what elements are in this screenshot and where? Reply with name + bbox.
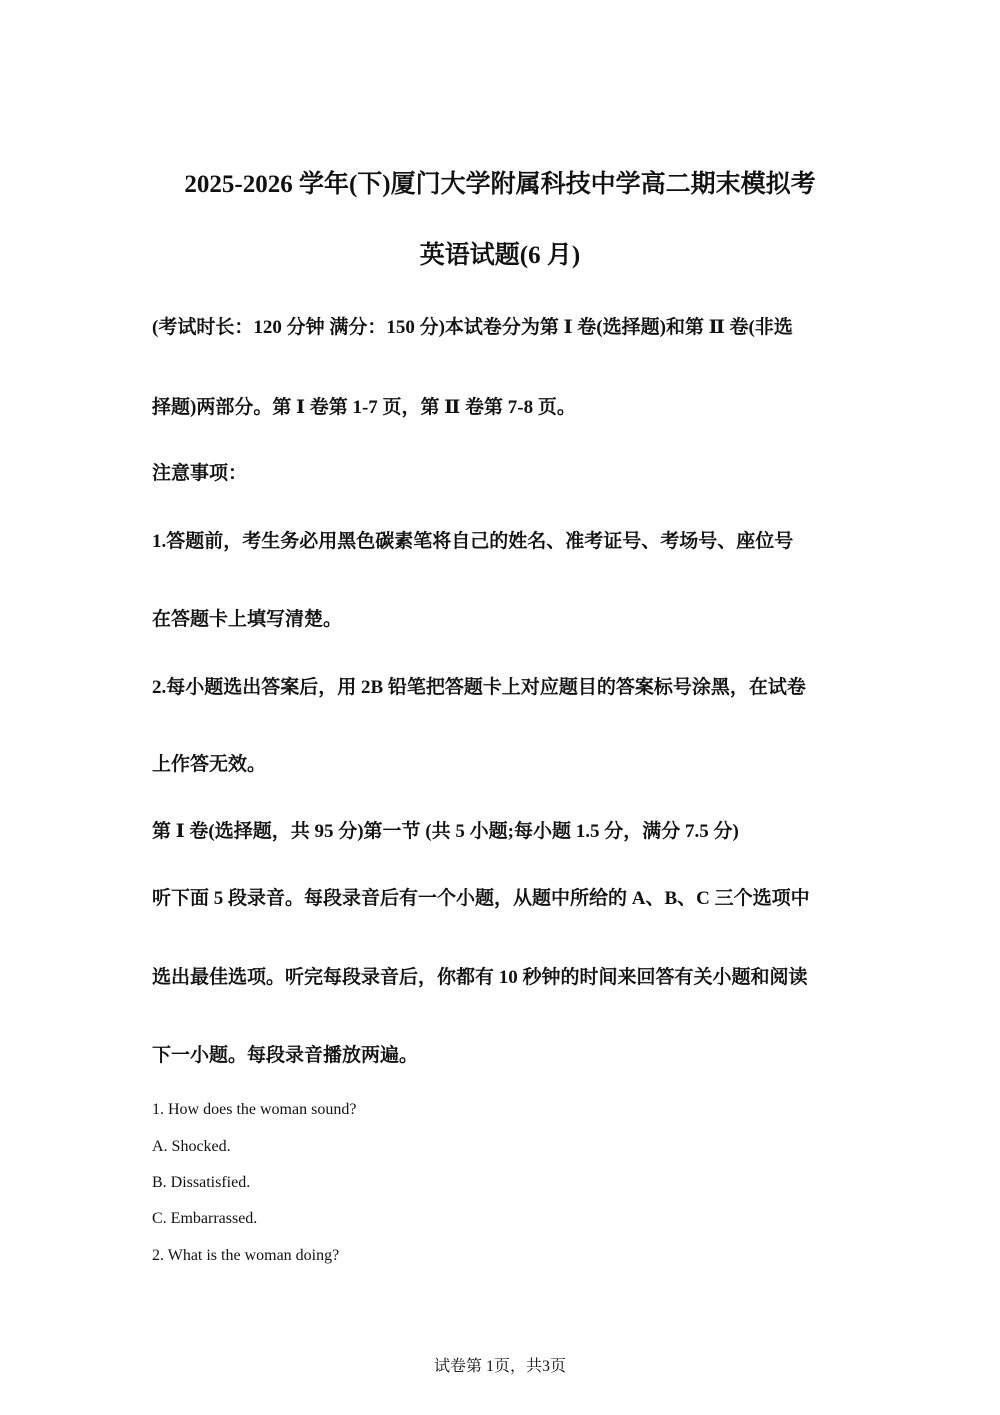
section-heading: 第 Ⅰ 卷(选择题，共 95 分)第一节 (共 5 小题;每小题 1.5 分，满分 7.5 分) <box>152 821 739 842</box>
question-2: 2. What is the woman doing? <box>152 1247 340 1264</box>
notice-item-1-line-1: 1.答题前，考生务必用黑色碳素笔将自己的姓名、准考证号、考场号、座位号 <box>152 531 794 552</box>
exam-title-line-1: 2025-2026 学年(下)厦门大学附属科技中学高二期末模拟考 <box>184 171 816 198</box>
notice-heading: 注意事项： <box>152 463 248 484</box>
exam-title-line-2: 英语试题(6 月) <box>419 242 581 269</box>
notice-item-1-line-2: 在答题卡上填写清楚。 <box>152 609 343 630</box>
page-footer: 试卷第 1页，共3页 <box>433 1358 566 1375</box>
question-1: 1. How does the woman sound? <box>152 1101 357 1118</box>
notice-item-2-line-1: 2.每小题选出答案后，用 2B 铅笔把答题卡上对应题目的答案标号涂黑，在试卷 <box>152 677 806 698</box>
instructions-line-3: 下一小题。每段录音播放两遍。 <box>152 1045 419 1066</box>
notice-item-2-line-2: 上作答无效。 <box>152 754 267 775</box>
question-1-option-b: B. Dissatisfied. <box>152 1174 251 1191</box>
instructions-line-1: 听下面 5 段录音。每段录音后有一个小题，从题中所给的 A、B、C 三个选项中 <box>152 888 810 909</box>
question-1-option-a: A. Shocked. <box>152 1138 231 1155</box>
instructions-line-2: 选出最佳选项。听完每段录音后，你都有 10 秒钟的时间来回答有关小题和阅读 <box>152 967 808 988</box>
question-1-option-c: C. Embarrassed. <box>152 1210 258 1227</box>
intro-text-line-1: (考试时长：120 分钟 满分：150 分)本试卷分为第 Ⅰ 卷(选择题)和第 Ⅱ 卷(非选 <box>152 317 793 338</box>
intro-text-line-2: 择题)两部分。第 Ⅰ 卷第 1-7 页，第 Ⅱ 卷第 7-8 页。 <box>152 397 576 418</box>
